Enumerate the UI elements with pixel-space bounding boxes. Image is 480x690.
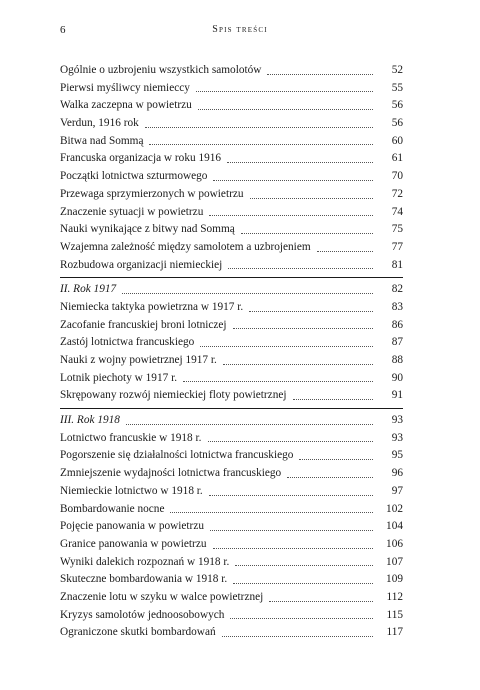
dot-leader (249, 310, 373, 312)
toc-entry (60, 62, 403, 80)
toc-entry-title: Kryzys samolotów jednoosobowych (60, 608, 225, 621)
toc-entry (60, 186, 403, 204)
toc-entry-page: 102 (386, 502, 403, 515)
toc-entry-page: 117 (386, 626, 403, 639)
toc-entry-title: Rozbudowa organizacji niemieckiej (60, 258, 223, 271)
toc-entry (60, 299, 403, 317)
toc-entry-title: Nauki z wojny powietrznej 1917 r. (60, 354, 217, 366)
toc-entry-page: 86 (391, 318, 403, 331)
toc-entry (60, 115, 403, 133)
toc-section (60, 277, 403, 405)
toc-entry (60, 204, 403, 222)
toc-entry-page: 83 (391, 300, 403, 313)
dot-leader (287, 476, 373, 478)
toc-entry-page: 112 (386, 590, 403, 603)
toc-entry (60, 334, 403, 352)
dot-leader (122, 292, 373, 294)
toc-entry-page: 91 (391, 389, 403, 402)
dot-leader (170, 511, 373, 513)
toc-entry-page: 93 (391, 431, 403, 444)
toc-entry (60, 387, 403, 405)
table-of-contents (60, 62, 403, 642)
running-head: Spis treści (212, 24, 268, 35)
dot-leader (230, 617, 373, 619)
toc-entry-title: Skuteczne bombardowania w 1918 r. (60, 573, 228, 586)
dot-leader (250, 197, 373, 199)
toc-entry-page: 77 (391, 240, 403, 253)
toc-entry (60, 133, 403, 151)
toc-entry (60, 239, 403, 257)
dot-leader (299, 458, 373, 460)
toc-entry (60, 483, 403, 501)
dot-leader (222, 635, 373, 637)
toc-section (60, 408, 403, 642)
dot-leader (198, 108, 373, 110)
dot-leader (208, 440, 374, 442)
toc-entry (60, 589, 403, 607)
dot-leader (210, 529, 373, 531)
toc-entry-title: Znaczenie lotu w szyku w walce powietrznej (60, 590, 264, 603)
toc-entry-title: Bombardowanie nocne (60, 502, 165, 515)
toc-entry (60, 571, 403, 589)
dot-leader (267, 73, 373, 75)
toc-entry (60, 257, 403, 275)
toc-entry-page: 87 (391, 336, 403, 349)
toc-entry (60, 430, 403, 448)
toc-entry-title: Francuska organizacja w roku 1916 (60, 152, 222, 165)
toc-entry-title: Znaczenie sytuacji w powietrzu (60, 205, 204, 218)
toc-section (60, 62, 403, 274)
toc-entry-page: 109 (386, 573, 403, 586)
dot-leader (317, 250, 373, 252)
toc-entry (60, 352, 403, 370)
toc-entry-title: Bitwa nad Sommą (60, 134, 144, 147)
dot-leader (233, 327, 373, 329)
toc-entry-title: Niemiecka taktyka powietrzna w 1917 r. (60, 300, 244, 313)
toc-entry-page: 75 (391, 223, 403, 236)
toc-entry-title: Skrępowany rozwój niemieckiej floty powietrznej (60, 389, 287, 402)
toc-entry (60, 624, 403, 642)
toc-entry (60, 80, 403, 98)
toc-entry-page: 55 (391, 81, 403, 94)
dot-leader (183, 380, 373, 382)
toc-entry-title: Niemieckie lotnictwo w 1918 r. (60, 484, 203, 497)
toc-entry-page: 61 (391, 152, 403, 165)
toc-entry-title: Wyniki dalekich rozpoznań w 1918 r. (60, 555, 230, 568)
toc-entry-page: 97 (391, 484, 403, 497)
toc-entry (60, 447, 403, 465)
page-number: 6 (60, 24, 66, 36)
toc-entry-page: 115 (386, 608, 403, 621)
toc-part-heading (60, 281, 403, 299)
toc-entry-page: 96 (391, 467, 403, 480)
dot-leader (213, 179, 373, 181)
toc-entry-title: Zmniejszenie wydajności lotnictwa francuskiego (60, 467, 282, 480)
dot-leader (223, 363, 373, 365)
toc-entry-title: Wzajemna zależność między samolotem a uzbrojeniem (60, 240, 311, 253)
toc-entry-title: Lotnik piechoty w 1917 r. (60, 371, 178, 384)
toc-entry-title: II. Rok 1917 (60, 283, 117, 296)
dot-leader (200, 345, 373, 347)
dot-leader (233, 582, 373, 584)
toc-entry-title: Przewaga sprzymierzonych w powietrzu (60, 187, 244, 200)
toc-entry-page: 106 (386, 537, 403, 550)
toc-entry (60, 317, 403, 335)
toc-entry-page: 107 (386, 555, 403, 568)
toc-entry-page: 81 (391, 258, 403, 271)
toc-entry (60, 221, 403, 239)
toc-entry-title: Granice panowania w powietrzu (60, 537, 207, 550)
dot-leader (149, 143, 373, 145)
toc-entry (60, 150, 403, 168)
toc-entry-title: Pojęcie panowania w powietrzu (60, 520, 204, 533)
toc-entry-title: Pierwsi myśliwcy niemieccy (60, 81, 190, 94)
dot-leader (235, 564, 373, 566)
dot-leader (213, 547, 374, 549)
toc-entry (60, 465, 403, 483)
toc-part-heading (60, 412, 403, 430)
toc-entry-title: Zacofanie francuskiej broni lotniczej (60, 318, 227, 331)
page-header (60, 24, 420, 44)
dot-leader (293, 398, 374, 400)
toc-entry-page: 56 (391, 117, 403, 130)
toc-entry-page: 72 (391, 187, 403, 200)
toc-entry (60, 554, 403, 572)
toc-entry-title: Verdun, 1916 rok (60, 117, 139, 130)
dot-leader (145, 126, 373, 128)
toc-entry-page: 52 (391, 64, 403, 76)
toc-entry-title: Lotnictwo francuskie w 1918 r. (60, 431, 202, 444)
dot-leader (126, 423, 373, 425)
toc-entry-page: 74 (391, 205, 403, 218)
toc-entry-page: 93 (391, 414, 403, 427)
dot-leader (209, 214, 373, 216)
dot-leader (269, 600, 373, 602)
toc-entry-page: 56 (391, 99, 403, 112)
dot-leader (241, 232, 373, 234)
toc-entry-title: Początki lotnictwa szturmowego (60, 170, 208, 183)
toc-entry (60, 168, 403, 186)
toc-entry-page: 90 (391, 371, 403, 384)
toc-entry-title: Nauki wynikające z bitwy nad Sommą (60, 223, 235, 236)
toc-entry (60, 370, 403, 388)
toc-entry-page: 88 (391, 354, 403, 366)
toc-entry (60, 607, 403, 625)
toc-entry (60, 518, 403, 536)
toc-entry-title: Ogólnie o uzbrojeniu wszystkich samolotów (60, 64, 262, 76)
toc-entry-page: 95 (391, 449, 403, 462)
dot-leader (196, 90, 373, 92)
toc-entry (60, 501, 403, 519)
toc-entry-page: 60 (391, 134, 403, 147)
toc-entry-title: Zastój lotnictwa francuskiego (60, 336, 195, 349)
toc-entry-title: III. Rok 1918 (60, 414, 120, 427)
dot-leader (209, 494, 373, 496)
toc-entry-page: 104 (386, 520, 403, 533)
toc-entry-title: Walka zaczepna w powietrzu (60, 99, 192, 112)
toc-entry-title: Pogorszenie się działalności lotnictwa francuskiego (60, 449, 294, 462)
dot-leader (227, 161, 373, 163)
toc-entry-page: 70 (391, 170, 403, 183)
dot-leader (228, 267, 373, 269)
toc-entry-title: Ograniczone skutki bombardowań (60, 626, 216, 639)
toc-entry (60, 536, 403, 554)
toc-entry-page: 82 (391, 283, 403, 296)
toc-entry (60, 97, 403, 115)
